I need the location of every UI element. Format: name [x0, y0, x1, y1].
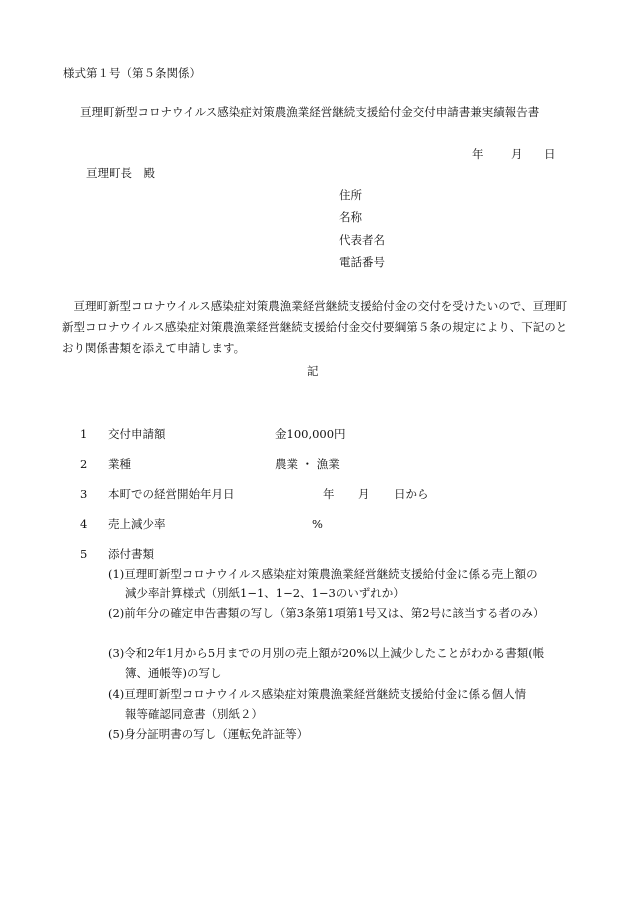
item-number: 2: [80, 457, 88, 471]
attachment-3: (3)令和2年1月から5月までの月別の売上額が20%以上減少したことがわかる書類(帳: [108, 646, 545, 660]
item-label: 添付書類: [108, 547, 154, 561]
attachment-4: (4)亘理町新型コロナウイルス感染症対策農漁業経営継続支援給付金に係る個人情: [108, 687, 527, 701]
field-phone: 電話番号: [339, 255, 385, 269]
field-name: 名称: [339, 210, 362, 224]
item-value: %: [312, 517, 323, 531]
date-day: 日: [544, 147, 556, 161]
form-number: 様式第１号（第５条関係）: [63, 66, 201, 80]
item-label: 交付申請額: [108, 427, 166, 441]
attachment-1: (1)亘理町新型コロナウイルス感染症対策農漁業経営継続支援給付金に係る売上額の: [108, 567, 538, 581]
item-label: 業種: [108, 457, 131, 471]
item-number: 5: [80, 547, 88, 561]
document-title: 亘理町新型コロナウイルス感染症対策農漁業経営継続支援給付金交付申請書兼実績報告書: [80, 105, 540, 119]
attachment-3-cont: 簿、通帳等)の写し: [125, 666, 222, 680]
item-value: 金100,000円: [275, 427, 346, 441]
attachment-1-cont: 減少率計算様式（別紙1−1、1−2、1−3のいずれか）: [125, 586, 405, 600]
attachment-5: (5)身分証明書の写し（運転免許証等）: [108, 727, 309, 741]
application-statement: 亘理町新型コロナウイルス感染症対策農漁業経営継続支援給付金の交付を受けたいので、亘理町新型コロナウイルス感染症対策農漁業経営継続支援給付金交付要綱第５条の規定により、下記のとおり関係書類を添えて申請します。: [62, 299, 568, 355]
item-label: 売上減少率: [108, 517, 166, 531]
date-month: 月: [511, 147, 523, 161]
item-number: 3: [80, 487, 88, 501]
item-number: 1: [80, 427, 88, 441]
attachment-2: (2)前年分の確定申告書類の写し（第3条第1項第1号又は、第2号に該当する者のみ）: [108, 606, 545, 620]
field-representative: 代表者名: [339, 233, 385, 247]
item-value: 農業 ・ 漁業: [275, 457, 340, 471]
item-value-day: 日から: [394, 487, 429, 501]
item-value-year: 年: [323, 487, 335, 501]
field-address: 住所: [339, 188, 362, 202]
item-number: 4: [80, 517, 88, 531]
recipient: 亘理町長 殿: [86, 166, 155, 180]
ki-heading: 記: [307, 364, 319, 378]
date-year: 年: [472, 147, 484, 161]
item-value-month: 月: [358, 487, 370, 501]
item-label: 本町での経営開始年月日: [108, 487, 235, 501]
attachment-4-cont: 報等確認同意書（別紙２）: [125, 707, 263, 721]
